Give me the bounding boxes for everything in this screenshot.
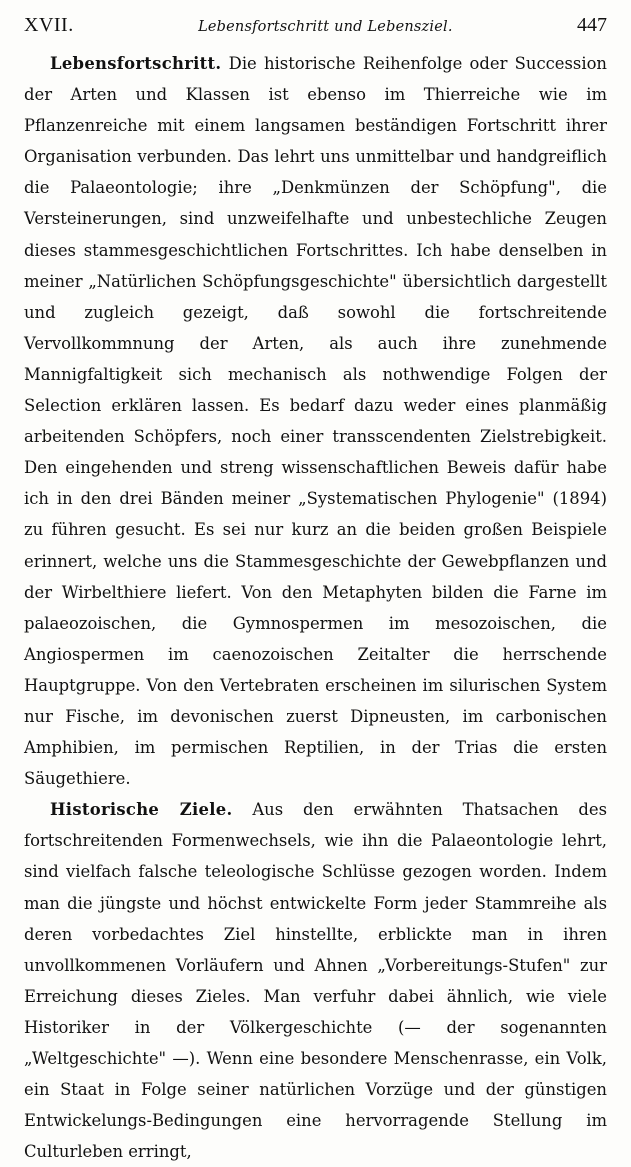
running-title: Lebensfortschritt und Lebensziel. [198, 19, 453, 35]
running-header [24, 14, 607, 48]
paragraph-historische-ziele [24, 794, 607, 1167]
paragraph-text: Die historische Reihenfolge oder Succession der Arten und Klassen ist ebenso im Thierreiche wie im Pflanzenreiche mit einem langsamen beständigen Fortschritt ihrer Organisation verbunden. Das lehrt uns unmittelbar und handgreiflich die Palaeontologie; ihre „Denkmünzen der Schöpfung", die Versteinerungen, sind unzweifelhafte und unbestechliche Zeugen dieses stammesgeschichtlichen Fortschrittes. Ich habe denselben in meiner „Natürlichen Schöpfungsgeschichte" übersichtlich dargestellt und zugleich gezeigt, daß sowohl die fortschreitende Vervollkommnung der Arten, als auch ihre zunehmende Mannigfaltigkeit sich mechanisch als nothwendige Folgen der Selection erklären lassen. Es bedarf dazu weder eines planmäßig arbeitenden Schöpfers, noch einer transscendenten Zielstrebigkeit. Den eingehenden und streng wissenschaftlichen Beweis dafür habe ich in den drei Bänden meiner „Systematischen Phylogenie" (1894) zu führen gesucht. Es sei nur kurz an die beiden großen Beispiele erinnert, welche uns die Stammesgeschichte der Gewebpflanzen und der Wirbelthiere liefert. Von den Metaphyten bilden die Farne im palaeozoischen, die Gymnospermen im mesozoischen, die Angiospermen im caenozoischen Zeitalter die herrschende Hauptgruppe. Von den Vertebraten erscheinen im silurischen System nur Fische, im devonischen zuerst Dipneusten, im carbonischen Amphibien, im permischen Reptilien, in der Trias die ersten Säugethiere. [24, 54, 607, 789]
paragraph-text: Aus den erwähnten Thatsachen des fortschreitenden Formenwechsels, wie ihn die Palaeontologie lehrt, sind vielfach falsche teleologische Schlüsse gezogen worden. Indem man die jüngste und höchst entwickelte Form jeder Stammreihe als deren vorbedachtes Ziel hinstellte, erblickte man in ihren unvollkommenen Vorläufern und Ahnen „Vorbereitungs-Stufen" zur Erreichung dieses Zieles. Man verfuhr dabei ähnlich, wie viele Historiker in der Völkergeschichte (— der sogenannten „Weltgeschichte" —). Wenn eine besondere Menschenrasse, ein Volk, ein Staat in Folge seiner natürlichen Vorzüge und der günstigen Entwickelungs-Bedingungen eine hervorragende Stellung im Culturleben erringt, [24, 800, 607, 1162]
paragraph-heading: Historische Ziele. [50, 800, 233, 820]
paragraph-heading: Lebensfortschritt. [50, 54, 222, 73]
paragraph-lebensfortschritt [24, 48, 607, 794]
chapter-number: XVII. [24, 14, 74, 36]
page-number: 447 [576, 14, 607, 36]
